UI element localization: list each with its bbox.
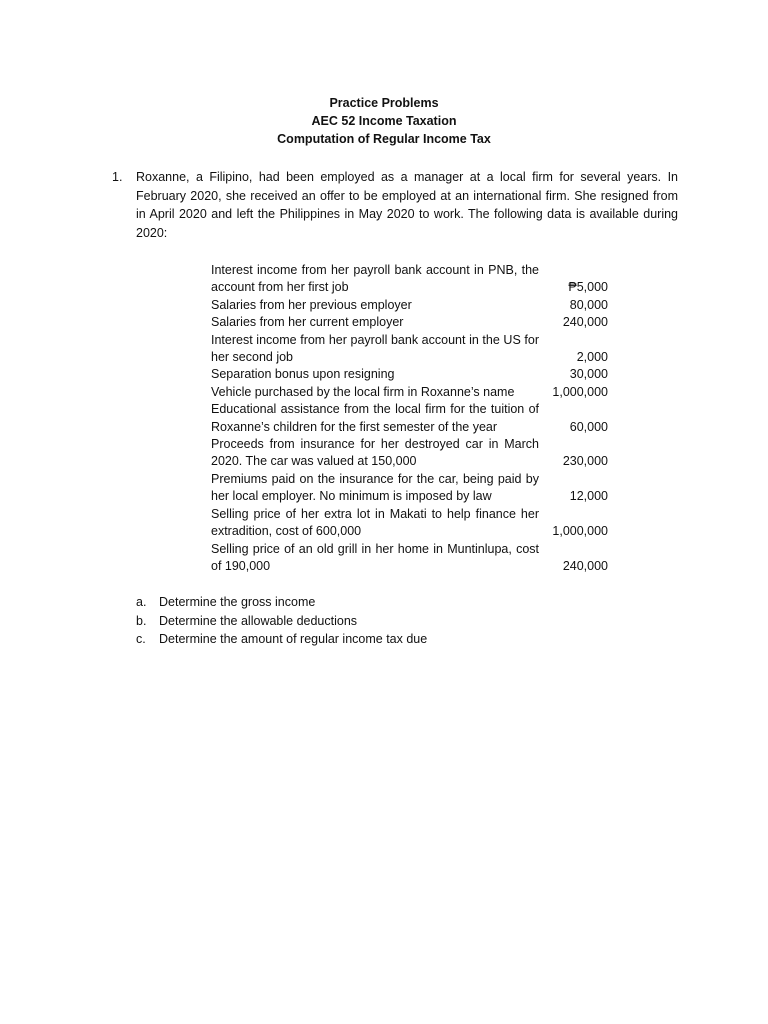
list-item (211, 436, 611, 471)
item-amount: 230,000 (562, 454, 608, 469)
list-item (211, 262, 611, 297)
item-amount: ₱5,000 (568, 280, 608, 295)
list-item (211, 401, 611, 436)
question-c (136, 630, 636, 649)
item-amount: 2,000 (576, 350, 608, 365)
list-item (211, 384, 611, 401)
income-items-list (211, 262, 611, 575)
item-amount: 240,000 (562, 558, 608, 573)
header-topic: Computation of Regular Income Tax (277, 132, 491, 146)
question-text: Determine the allowable deductions (159, 613, 358, 628)
question-letter: a. (136, 595, 147, 609)
item-amount: 80,000 (569, 297, 608, 312)
document-header (0, 94, 768, 148)
problem-statement: Roxanne, a Filipino, had been employed as a manager at a local firm for several years. In February 2020, she received an offer to be employed at an international firm. She resigned from in April 2020 and left the Philippines in May 2020 to work. The following data is available during 2020: (136, 170, 678, 240)
item-amount: 1,000,000 (552, 524, 608, 539)
item-amount: 12,000 (569, 489, 608, 504)
item-amount: 240,000 (562, 315, 608, 330)
item-description: Interest income from her payroll bank account in the US for her second job (211, 332, 539, 365)
question-letter: c. (136, 632, 146, 646)
list-item (211, 314, 611, 331)
question-letter: b. (136, 613, 147, 628)
item-description: Premiums paid on the insurance for the car, being paid by her local employer. No minimum is imposed by law (211, 471, 539, 504)
problem-number: 1. (112, 170, 123, 184)
list-item (211, 366, 611, 383)
problem-1 (112, 168, 678, 242)
header-course: AEC 52 Income Taxation (311, 114, 457, 128)
item-description: Educational assistance from the local firm for the tuition of Roxanne’s children for the first semester of the year (211, 402, 539, 434)
list-item (211, 541, 611, 576)
question-text: Determine the amount of regular income tax due (159, 632, 428, 646)
item-amount: 30,000 (569, 367, 608, 382)
item-amount: 1,000,000 (552, 384, 608, 399)
item-description: Salaries from her previous employer (211, 297, 412, 312)
item-description: Separation bonus upon resigning (211, 367, 395, 382)
list-item (211, 297, 611, 314)
item-description: Vehicle purchased by the local firm in Roxanne’s name (211, 384, 515, 399)
header-title: Practice Problems (329, 96, 439, 110)
list-item (211, 506, 611, 541)
item-description: Salaries from her current employer (211, 315, 404, 330)
question-text: Determine the gross income (159, 595, 316, 609)
question-b (136, 612, 636, 631)
questions-list (136, 593, 636, 649)
list-item (211, 471, 611, 506)
item-amount: 60,000 (569, 419, 608, 434)
list-item (211, 332, 611, 367)
item-description: Selling price of her extra lot in Makati to help finance her extradition, cost of 600,000 (211, 506, 539, 539)
item-description: Interest income from her payroll bank account in PNB, the account from her first job (211, 263, 539, 295)
question-a (136, 593, 636, 612)
item-description: Selling price of an old grill in her home in Muntinlupa, cost of 190,000 (211, 541, 539, 573)
item-description: Proceeds from insurance for her destroyed car in March 2020. The car was valued at 150,000 (211, 437, 539, 469)
